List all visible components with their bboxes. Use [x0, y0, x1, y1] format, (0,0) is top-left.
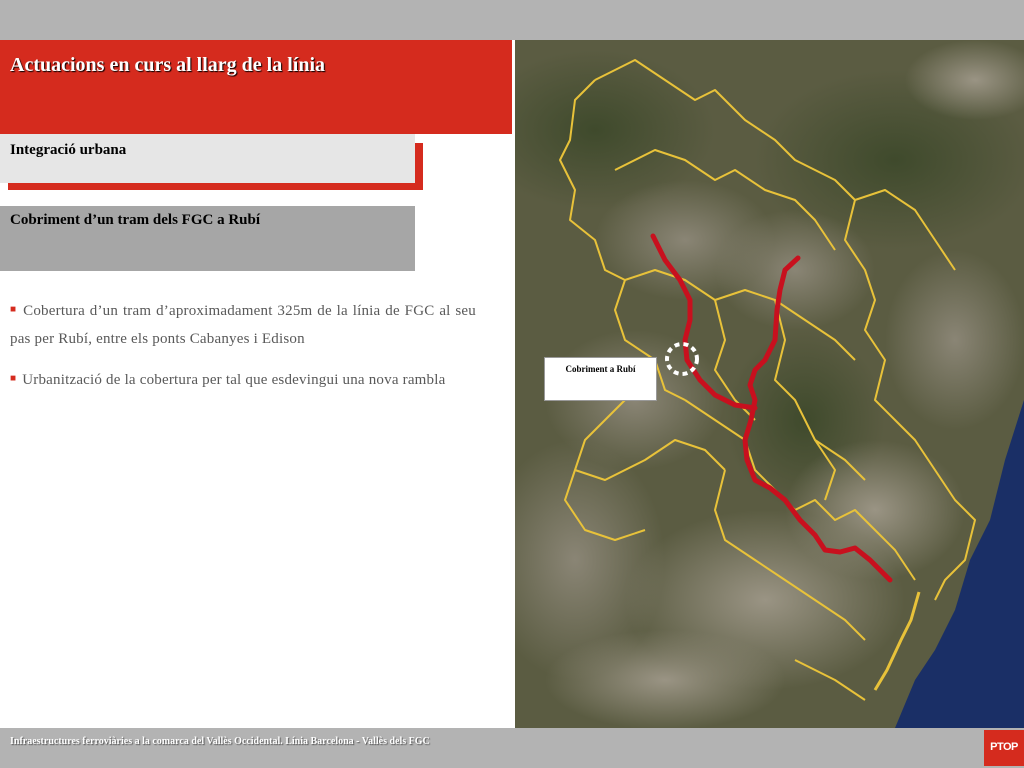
- slide-title: Actuacions en curs al llarg de la línia: [10, 54, 325, 76]
- logo-text: PTOP: [990, 741, 1018, 753]
- bullet-text: Urbanització de la cobertura per tal que esdevingui una nova rambla: [22, 372, 446, 388]
- bullet-square-icon: ■: [10, 373, 17, 384]
- top-bar: [0, 0, 1024, 40]
- map-callout-label: Cobriment a Rubí: [565, 364, 636, 374]
- bullet-item: [10, 296, 476, 353]
- title-banner: [0, 40, 512, 134]
- section-title: Cobriment d’un tram dels FGC a Rubí: [10, 212, 261, 228]
- map-callout-box: [544, 357, 657, 401]
- bullet-item: [10, 365, 476, 394]
- bullet-text: Cobertura d’un tram d’aproximadament 325m de la línia de FGC al seu pas per Rubí, entre els ponts Cabanyes i Edison: [10, 303, 476, 347]
- ptop-logo: [984, 730, 1024, 766]
- bullet-list: [10, 296, 476, 406]
- section-banner: [0, 206, 415, 271]
- footer-bar: [0, 728, 1024, 768]
- slide-subtitle: Integració urbana: [10, 142, 127, 158]
- bullet-square-icon: ■: [10, 304, 18, 315]
- subtitle-banner: [0, 134, 415, 183]
- footer-text: Infraestructures ferroviàries a la comarca del Vallès Occidental. Línia Barcelona - Vallès dels FGC: [10, 736, 430, 747]
